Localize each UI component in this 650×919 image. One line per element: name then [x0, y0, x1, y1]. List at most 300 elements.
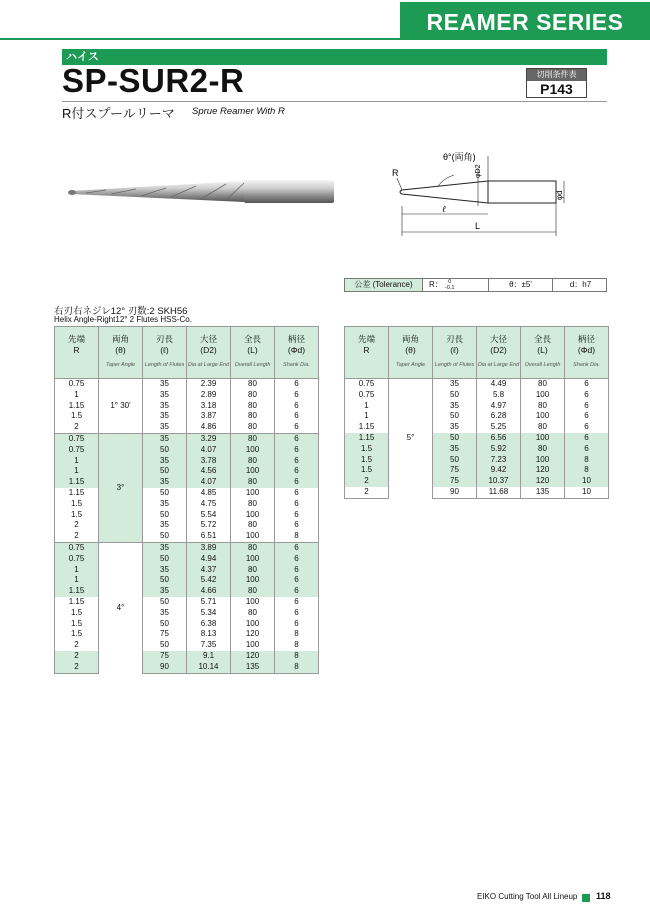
- length-label: L: [475, 221, 481, 231]
- cell-overall-length: 80: [231, 608, 275, 619]
- table-row: [55, 586, 319, 597]
- page-number: 118: [596, 891, 611, 901]
- col-header-en: Dia at Large End: [187, 362, 230, 368]
- table-row: [55, 542, 319, 553]
- cell-r: 0.75: [55, 433, 99, 444]
- cell-r: 2: [55, 651, 99, 662]
- header-row: [55, 327, 319, 379]
- cell-flute-length: 35: [143, 411, 187, 422]
- cell-overall-length: 80: [231, 456, 275, 467]
- cell-shank-dia: 6: [565, 422, 609, 433]
- cell-r: 1.5: [55, 629, 99, 640]
- tolerance-label: 公差 (Tolerance): [345, 279, 423, 291]
- table-row: [55, 499, 319, 510]
- cell-overall-length: 135: [231, 662, 275, 673]
- cell-flute-length: 50: [143, 619, 187, 630]
- cell-shank-dia: 6: [275, 411, 319, 422]
- tip: [68, 190, 76, 195]
- table-row: [55, 651, 319, 662]
- cell-overall-length: 100: [231, 531, 275, 542]
- cell-shank-dia: 6: [565, 411, 609, 422]
- table-row: [55, 401, 319, 412]
- cell-overall-length: 80: [521, 401, 565, 412]
- table-row: [55, 554, 319, 565]
- col-header-sub: (L): [247, 345, 258, 355]
- table-row: [55, 433, 319, 444]
- cell-overall-length: 100: [521, 411, 565, 422]
- tolerance-theta: θ：±5': [489, 279, 553, 291]
- cell-large-dia: 7.35: [187, 640, 231, 651]
- cell-overall-length: 100: [231, 640, 275, 651]
- table-row: [345, 401, 609, 412]
- cell-flute-length: 35: [143, 586, 187, 597]
- cell-shank-dia: 8: [275, 662, 319, 673]
- cell-angle: 4°: [99, 542, 143, 673]
- col-header-jp: 全長: [243, 334, 261, 344]
- cell-flute-length: 35: [143, 520, 187, 531]
- cell-large-dia: 5.42: [187, 575, 231, 586]
- cell-overall-length: 120: [231, 651, 275, 662]
- cell-large-dia: 10.37: [477, 476, 521, 487]
- cell-flute-length: 35: [143, 422, 187, 433]
- shank: [244, 180, 334, 203]
- cell-overall-length: 80: [231, 433, 275, 444]
- cell-r: 1: [345, 401, 389, 412]
- table-row: [55, 575, 319, 586]
- cell-flute-length: 35: [143, 379, 187, 390]
- col-header-jp: 全長: [533, 334, 551, 344]
- cell-shank-dia: 6: [275, 445, 319, 456]
- table-row: [55, 488, 319, 499]
- cell-shank-dia: 6: [565, 390, 609, 401]
- header-row: [345, 327, 609, 379]
- cell-shank-dia: 6: [275, 554, 319, 565]
- cell-r: 1: [55, 565, 99, 576]
- cell-flute-length: 90: [143, 662, 187, 673]
- cell-large-dia: 3.29: [187, 433, 231, 444]
- cell-overall-length: 100: [521, 433, 565, 444]
- cell-shank-dia: 6: [275, 422, 319, 433]
- spec-jp: 右刃右ネジレ12° 刃数:2 SKH56: [54, 306, 188, 317]
- cell-large-dia: 7.23: [477, 455, 521, 466]
- table-row: [345, 455, 609, 466]
- cell-flute-length: 35: [143, 401, 187, 412]
- cell-overall-length: 100: [231, 466, 275, 477]
- cell-shank-dia: 6: [275, 477, 319, 488]
- cell-r: 1.5: [55, 499, 99, 510]
- cell-overall-length: 100: [231, 445, 275, 456]
- cell-large-dia: 4.75: [187, 499, 231, 510]
- col-header-sub: (Φd): [287, 345, 306, 355]
- cell-shank-dia: 6: [275, 488, 319, 499]
- cell-shank-dia: 6: [275, 466, 319, 477]
- cell-shank-dia: 6: [275, 597, 319, 608]
- table-row: [55, 510, 319, 521]
- col-header-sub: (D2): [490, 345, 507, 355]
- cell-shank-dia: 6: [275, 565, 319, 576]
- cell-large-dia: 3.87: [187, 411, 231, 422]
- cell-r: 2: [55, 520, 99, 531]
- col-header-sub: R: [73, 345, 80, 355]
- cell-r: 0.75: [55, 542, 99, 553]
- cell-overall-length: 80: [521, 422, 565, 433]
- cell-overall-length: 80: [521, 444, 565, 455]
- cell-flute-length: 50: [433, 411, 477, 422]
- table-row: [55, 456, 319, 467]
- cell-r: 2: [55, 662, 99, 673]
- cell-large-dia: 6.28: [477, 411, 521, 422]
- col-header-en: Overall Length: [524, 362, 561, 368]
- cell-large-dia: 4.07: [187, 445, 231, 456]
- cell-flute-length: 50: [143, 597, 187, 608]
- cell-r: 1.15: [55, 477, 99, 488]
- col-header-en: Shank Dia.: [573, 362, 600, 368]
- cell-overall-length: 100: [521, 455, 565, 466]
- cell-r: 1.5: [55, 619, 99, 630]
- table-row: [55, 445, 319, 456]
- cell-r: 2: [345, 476, 389, 487]
- col-header: [187, 327, 231, 379]
- cell-overall-length: 80: [231, 401, 275, 412]
- col-header: [55, 327, 99, 379]
- shank-outline: [488, 181, 556, 203]
- cell-large-dia: 3.18: [187, 401, 231, 412]
- cell-r: 1: [55, 575, 99, 586]
- cell-shank-dia: 8: [275, 629, 319, 640]
- col-header: [99, 327, 143, 379]
- cell-r: 1: [55, 466, 99, 477]
- cell-flute-length: 90: [433, 487, 477, 498]
- cell-overall-length: 100: [231, 510, 275, 521]
- footer-square: [582, 894, 590, 902]
- cell-r: 1.15: [55, 488, 99, 499]
- col-header-sub: (ℓ): [160, 345, 169, 355]
- cell-large-dia: 4.94: [187, 554, 231, 565]
- cell-shank-dia: 8: [275, 531, 319, 542]
- cell-flute-length: 50: [143, 510, 187, 521]
- cell-overall-length: 80: [231, 422, 275, 433]
- cell-large-dia: 4.37: [187, 565, 231, 576]
- table-row: [55, 411, 319, 422]
- cell-large-dia: 11.68: [477, 487, 521, 498]
- col-header-jp: 柄径: [577, 334, 595, 344]
- dimension-diagram: [388, 148, 568, 240]
- cell-flute-length: 50: [143, 640, 187, 651]
- cell-shank-dia: 10: [565, 487, 609, 498]
- col-header-en: Length of Flutes: [144, 362, 185, 368]
- table-row: [345, 487, 609, 498]
- cell-flute-length: 35: [143, 499, 187, 510]
- cell-overall-length: 100: [231, 554, 275, 565]
- cell-overall-length: 80: [521, 379, 565, 390]
- cell-r: 2: [345, 487, 389, 498]
- cell-flute-length: 50: [143, 445, 187, 456]
- cell-shank-dia: 8: [565, 455, 609, 466]
- cell-shank-dia: 6: [275, 499, 319, 510]
- col-header-sub: (ℓ): [450, 345, 459, 355]
- col-header-jp: 大径: [489, 334, 507, 344]
- cell-r: 1: [55, 456, 99, 467]
- cell-overall-length: 100: [231, 575, 275, 586]
- table-row: [345, 465, 609, 476]
- cell-r: 0.75: [55, 445, 99, 456]
- cell-overall-length: 100: [231, 488, 275, 499]
- cell-r: 1.5: [55, 510, 99, 521]
- col-header-en: Length of Flutes: [434, 362, 475, 368]
- tolerance-d: d：h7: [569, 280, 592, 289]
- cell-flute-length: 50: [433, 390, 477, 401]
- table-row: [55, 619, 319, 630]
- cell-flute-length: 50: [143, 531, 187, 542]
- cell-shank-dia: 8: [275, 651, 319, 662]
- cell-large-dia: 4.86: [187, 422, 231, 433]
- cell-large-dia: 4.56: [187, 466, 231, 477]
- cell-overall-length: 120: [521, 465, 565, 476]
- cell-large-dia: 9.42: [477, 465, 521, 476]
- cell-r: 1.5: [345, 455, 389, 466]
- cell-large-dia: 5.25: [477, 422, 521, 433]
- footer-text: EIKO Cutting Tool All Lineup: [477, 892, 578, 901]
- spec-en: Helix Angle-Right12° 2 Flutes HSS-Co.: [54, 315, 192, 324]
- col-header-jp: 柄径: [287, 334, 305, 344]
- table-row: [55, 379, 319, 390]
- cell-shank-dia: 6: [275, 390, 319, 401]
- table-row: [55, 520, 319, 531]
- cell-angle: 1° 30': [99, 379, 143, 434]
- table-row: [345, 422, 609, 433]
- tolerance-r: R： 0 -0.1: [423, 279, 489, 291]
- table-row: [55, 422, 319, 433]
- cell-flute-length: 35: [143, 390, 187, 401]
- cell-flute-length: 75: [143, 629, 187, 640]
- d2-label: φD2: [475, 164, 482, 178]
- cell-flute-length: 35: [433, 422, 477, 433]
- table-row: [55, 597, 319, 608]
- table-row: [345, 379, 609, 390]
- cell-large-dia: 4.07: [187, 477, 231, 488]
- cutting-conditions-ref[interactable]: [526, 68, 587, 98]
- col-header-jp: 両角: [111, 334, 129, 344]
- cell-large-dia: 2.39: [187, 379, 231, 390]
- cell-shank-dia: 6: [565, 433, 609, 444]
- cutting-ref-page: P143: [540, 81, 573, 97]
- cell-shank-dia: 6: [275, 608, 319, 619]
- cell-large-dia: 5.8: [477, 390, 521, 401]
- table-row: [345, 476, 609, 487]
- reamer-photo: [66, 172, 336, 206]
- table-row: [345, 433, 609, 444]
- table-row: [345, 390, 609, 401]
- table-row: [55, 662, 319, 673]
- r-label: R: [392, 168, 399, 178]
- model-title: SP-SUR2-R: [62, 62, 245, 99]
- col-header: [345, 327, 389, 379]
- cell-overall-length: 80: [231, 586, 275, 597]
- cell-shank-dia: 6: [275, 433, 319, 444]
- col-header-sub: (θ): [115, 345, 126, 355]
- cell-overall-length: 80: [231, 411, 275, 422]
- col-header: [521, 327, 565, 379]
- col-header-jp: 刃長: [445, 334, 463, 344]
- table-row: [55, 390, 319, 401]
- cell-r: 1.5: [55, 608, 99, 619]
- cell-overall-length: 120: [231, 629, 275, 640]
- taper-top: [402, 181, 488, 190]
- cell-flute-length: 35: [433, 401, 477, 412]
- cell-large-dia: 8.13: [187, 629, 231, 640]
- cell-flute-length: 50: [143, 554, 187, 565]
- col-header: [477, 327, 521, 379]
- cell-shank-dia: 6: [565, 379, 609, 390]
- cell-r: 0.75: [345, 379, 389, 390]
- cell-shank-dia: 6: [275, 619, 319, 630]
- col-header: [231, 327, 275, 379]
- cell-large-dia: 6.56: [477, 433, 521, 444]
- col-header-jp: 大径: [199, 334, 217, 344]
- cell-overall-length: 80: [231, 390, 275, 401]
- col-header-jp: 先端: [67, 334, 85, 344]
- cell-flute-length: 50: [143, 488, 187, 499]
- table-row: [345, 411, 609, 422]
- cell-overall-length: 100: [231, 619, 275, 630]
- cell-flute-length: 50: [143, 466, 187, 477]
- cell-large-dia: 6.51: [187, 531, 231, 542]
- cell-r: 2: [55, 422, 99, 433]
- cell-r: 1.5: [55, 411, 99, 422]
- r-lower: -0.1: [445, 284, 455, 291]
- cell-shank-dia: 6: [275, 586, 319, 597]
- cell-shank-dia: 6: [275, 542, 319, 553]
- cell-overall-length: 80: [231, 379, 275, 390]
- cell-shank-dia: 8: [565, 465, 609, 476]
- cell-shank-dia: 6: [565, 444, 609, 455]
- r-upper: 0: [448, 279, 452, 285]
- cell-r: 0.75: [345, 390, 389, 401]
- col-header-en: Overall Length: [234, 362, 271, 368]
- cell-flute-length: 35: [143, 608, 187, 619]
- cell-flute-length: 35: [143, 565, 187, 576]
- cell-r: 1: [345, 411, 389, 422]
- cell-large-dia: 4.85: [187, 488, 231, 499]
- cell-flute-length: 35: [143, 456, 187, 467]
- spec-table-right: [344, 326, 609, 499]
- d-label: φd: [555, 190, 564, 200]
- cutting-ref-title: 切削条件表: [527, 69, 586, 81]
- col-header-en: Taper Angle: [105, 362, 136, 368]
- col-header: [565, 327, 609, 379]
- cell-shank-dia: 6: [565, 401, 609, 412]
- cell-large-dia: 6.38: [187, 619, 231, 630]
- col-header-en: Dia at Large End: [477, 362, 520, 368]
- series-title: REAMER SERIES: [400, 2, 650, 40]
- flute-label: ℓ: [442, 204, 446, 214]
- tip-radius: [400, 190, 402, 194]
- cell-shank-dia: 6: [275, 379, 319, 390]
- cell-flute-length: 50: [433, 455, 477, 466]
- cell-large-dia: 9.1: [187, 651, 231, 662]
- cell-overall-length: 120: [521, 476, 565, 487]
- col-header-sub: (Φd): [577, 345, 596, 355]
- cell-flute-length: 75: [433, 465, 477, 476]
- cell-r: 1.15: [55, 586, 99, 597]
- col-header-sub: (L): [537, 345, 548, 355]
- table-row: [55, 531, 319, 542]
- cell-overall-length: 80: [231, 565, 275, 576]
- cell-r: 0.75: [55, 554, 99, 565]
- col-header: [143, 327, 187, 379]
- cell-flute-length: 75: [433, 476, 477, 487]
- col-header: [275, 327, 319, 379]
- subtitle-rule: [62, 101, 607, 102]
- cell-shank-dia: 10: [565, 476, 609, 487]
- cell-large-dia: 3.78: [187, 456, 231, 467]
- cell-flute-length: 35: [143, 433, 187, 444]
- cell-large-dia: 4.49: [477, 379, 521, 390]
- cell-overall-length: 100: [521, 390, 565, 401]
- cell-flute-length: 35: [143, 542, 187, 553]
- cell-large-dia: 2.89: [187, 390, 231, 401]
- cell-flute-length: 35: [143, 477, 187, 488]
- col-header-jp: 先端: [357, 334, 375, 344]
- cell-large-dia: 10.14: [187, 662, 231, 673]
- col-header-en: Shank Dia.: [283, 362, 310, 368]
- cell-shank-dia: 6: [275, 575, 319, 586]
- col-header: [433, 327, 477, 379]
- cell-flute-length: 35: [433, 444, 477, 455]
- table-row: [55, 608, 319, 619]
- product-name-jp: R付スプールリーマ: [62, 106, 175, 121]
- table-row: [55, 466, 319, 477]
- cell-r: 2: [55, 531, 99, 542]
- cell-shank-dia: 6: [275, 520, 319, 531]
- cell-shank-dia: 8: [275, 640, 319, 651]
- cell-angle: 5°: [389, 379, 433, 499]
- cell-shank-dia: 6: [275, 401, 319, 412]
- cell-angle: 3°: [99, 433, 143, 542]
- cell-large-dia: 5.34: [187, 608, 231, 619]
- cell-flute-length: 50: [433, 433, 477, 444]
- cell-large-dia: 5.71: [187, 597, 231, 608]
- cell-overall-length: 80: [231, 499, 275, 510]
- cell-large-dia: 4.66: [187, 586, 231, 597]
- cell-r: 1.15: [55, 401, 99, 412]
- cell-r: 2: [55, 640, 99, 651]
- cell-flute-length: 35: [433, 379, 477, 390]
- taper-bottom: [402, 194, 488, 203]
- col-header-sub: (θ): [405, 345, 416, 355]
- cell-large-dia: 5.72: [187, 520, 231, 531]
- col-header-jp: 刃長: [155, 334, 173, 344]
- cell-r: 1.5: [345, 465, 389, 476]
- tolerance-bar: [344, 278, 607, 292]
- table-row: [55, 565, 319, 576]
- cell-r: 1.15: [55, 597, 99, 608]
- cell-r: 0.75: [55, 379, 99, 390]
- cell-large-dia: 3.89: [187, 542, 231, 553]
- cell-large-dia: 4.97: [477, 401, 521, 412]
- cell-large-dia: 5.54: [187, 510, 231, 521]
- table-row: [55, 477, 319, 488]
- cell-overall-length: 80: [231, 477, 275, 488]
- angle-label: θ°(両角): [443, 152, 476, 162]
- cell-shank-dia: 6: [275, 456, 319, 467]
- cell-flute-length: 50: [143, 575, 187, 586]
- product-name-en: Sprue Reamer With R: [192, 106, 285, 117]
- cell-shank-dia: 6: [275, 510, 319, 521]
- cell-r: 1.15: [345, 433, 389, 444]
- cell-overall-length: 80: [231, 520, 275, 531]
- col-header-sub: R: [363, 345, 370, 355]
